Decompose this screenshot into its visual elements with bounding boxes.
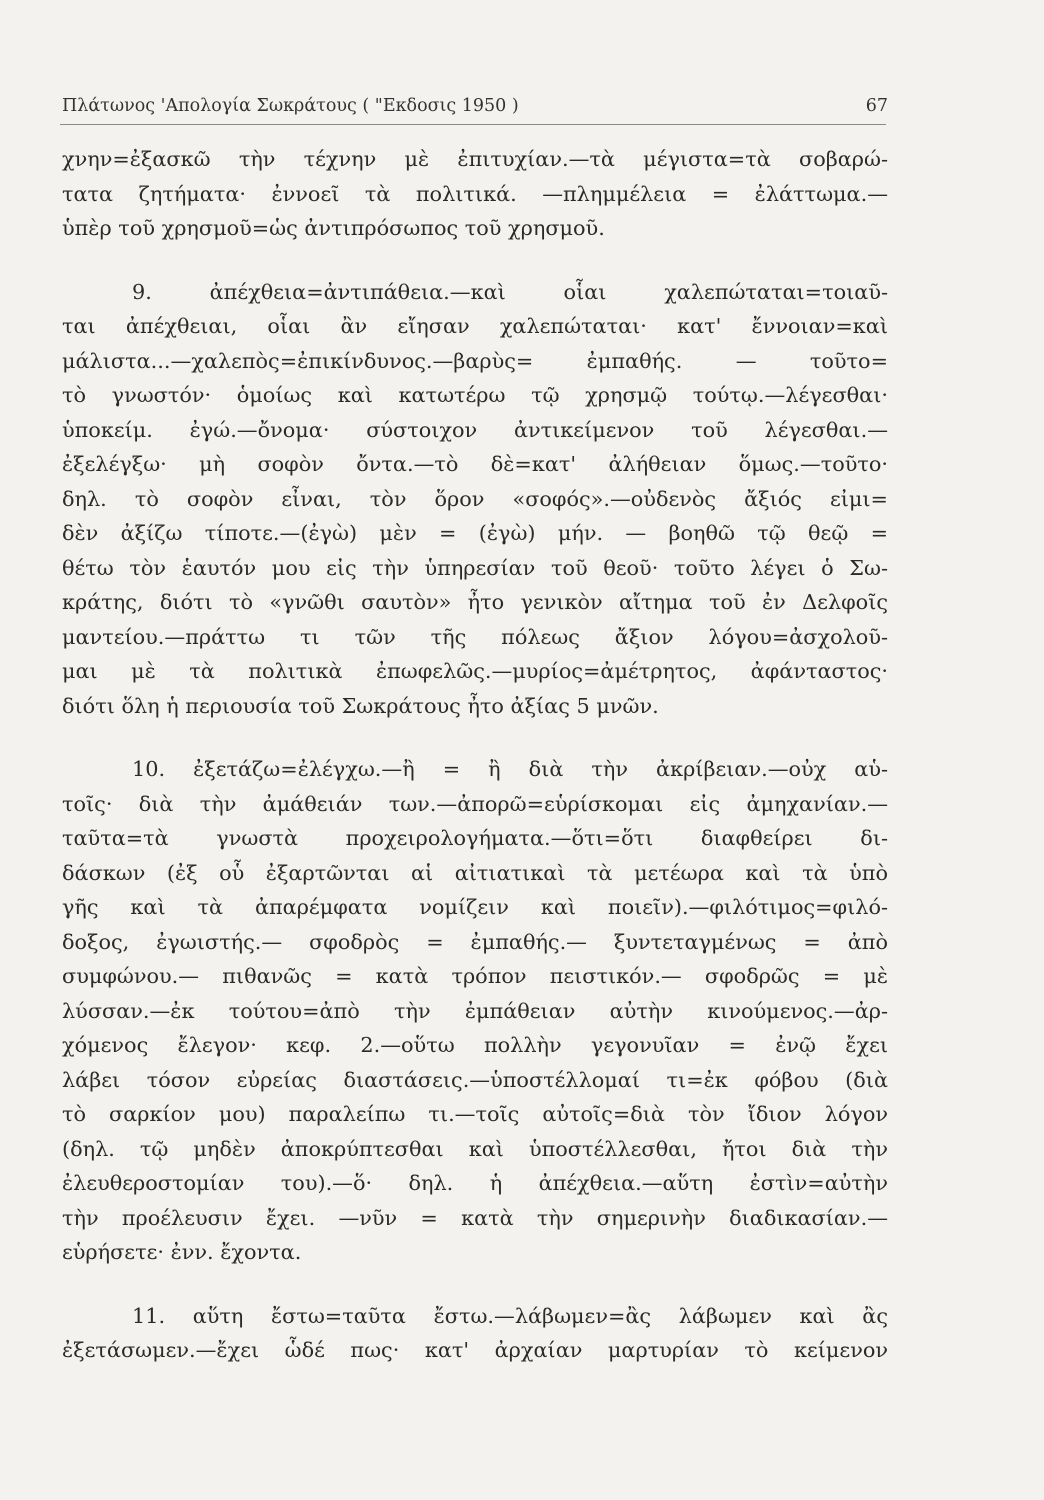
paragraph-continuation xyxy=(62,142,888,246)
text-line: ται ἀπέχθειαι, οἷαι ἂν εἴησαν χαλεπώταται· κατ' ἔννοιαν=καὶ xyxy=(62,314,888,338)
text-line: μαι μὲ τὰ πολιτικὰ ἐπωφελῶς.—μυρίος=ἀμέτρητος, ἀφάνταστος· xyxy=(62,659,888,683)
text-line: (δηλ. τῷ μηδὲν ἀποκρύπτεσθαι καὶ ὑποστέλλεσθαι, ἤτοι διὰ τὴν xyxy=(62,1136,888,1161)
text-line: εὑρήσετε· ἐνν. ἔχοντα. xyxy=(62,1240,302,1264)
text-line: χνην=ἐξασκῶ τὴν τέχνην μὲ ἐπιτυχίαν.—τὰ μέγιστα=τὰ σοβαρώ- xyxy=(62,147,888,171)
header-title: Πλάτωνος 'Απολογία Σωκράτους ( "Εκδοσις 1950 ) xyxy=(62,96,519,116)
paragraph-9 xyxy=(62,275,888,724)
commentary-text xyxy=(62,142,888,1397)
text-line: συμφώνου.— πιθανῶς = κατὰ τρόπον πειστικόν.— σφοδρῶς = μὲ xyxy=(62,964,888,988)
text-line: τὴν προέλευσιν ἔχει. —νῦν = κατὰ τὴν σημερινὴν διαδικασίαν.— xyxy=(62,1205,888,1230)
text-line: δὲν ἀξίζω τίποτε.—(ἐγὼ) μὲν = (ἐγὼ) μήν. — βοηθῶ τῷ θεῷ = xyxy=(62,521,888,545)
paragraph-11 xyxy=(62,1299,888,1368)
text-line: δάσκων (ἐξ οὗ ἐξαρτῶνται αἱ αἰτιατικαὶ τὰ μετέωρα καὶ τὰ ὑπὸ xyxy=(62,860,888,885)
text-line: ὑπὲρ τοῦ χρησμοῦ=ὡς ἀντιπρόσωπος τοῦ χρησμοῦ. xyxy=(62,216,605,240)
page-number: 67 xyxy=(865,96,888,116)
header-rule xyxy=(60,124,886,125)
running-header xyxy=(62,96,888,116)
text-line: ὑποκείμ. ἐγώ.—ὄνομα· σύστοιχον ἀντικείμενον τοῦ λέγεσθαι.— xyxy=(62,417,888,442)
text-line: τατα ζητήματα· ἐννοεῖ τὰ πολιτικά. —πλημμέλεια = ἐλάττωμα.— xyxy=(62,181,888,206)
text-line: γῆς καὶ τὰ ἀπαρέμφατα νομίζειν καὶ ποιεῖν).—φιλότιμος=φιλό- xyxy=(62,895,888,919)
text-line: ἐλευθεροστομίαν του).—ὅ· δηλ. ἡ ἀπέχθεια.—αὕτη ἐστὶν=αὐτὴν xyxy=(62,1171,888,1195)
text-line: μαντείου.—πράττω τι τῶν τῆς πόλεως ἄξιον λόγου=ἀσχολοῦ- xyxy=(62,624,888,649)
text-line: κράτης, διότι τὸ «γνῶθι σαυτὸν» ἦτο γενικὸν αἴτημα τοῦ ἐν Δελφοῖς xyxy=(62,590,888,614)
text-line: 9. ἀπέχθεια=ἀντιπάθεια.—καὶ οἷαι χαλεπώταται=τοιαῦ- xyxy=(132,279,888,304)
text-line: 11. αὕτη ἔστω=ταῦτα ἔστω.—λάβωμεν=ἂς λάβωμεν καὶ ἂς xyxy=(132,1303,888,1328)
text-line: 10. ἐξετάζω=ἐλέγχω.—ἢ = ἢ διὰ τὴν ἀκρίβειαν.—οὐχ αὑ- xyxy=(132,757,888,781)
text-line: τοῖς· διὰ τὴν ἀμάθειάν των.—ἀπορῶ=εὑρίσκομαι εἰς ἀμηχανίαν.— xyxy=(62,791,888,816)
text-line: λύσσαν.—ἐκ τούτου=ἀπὸ τὴν ἐμπάθειαν αὐτὴν κινούμενος.—ἀρ- xyxy=(62,998,888,1023)
text-line: ἐξελέγξω· μὴ σοφὸν ὄντα.—τὸ δὲ=κατ' ἀλήθειαν ὅμως.—τοῦτο· xyxy=(62,452,888,476)
text-line: δηλ. τὸ σοφὸν εἶναι, τὸν ὅρον «σοφός».—οὐδενὸς ἄξιός εἰμι= xyxy=(62,486,888,511)
text-line: θέτω τὸν ἑαυτόν μου εἰς τὴν ὑπηρεσίαν τοῦ θεοῦ· τοῦτο λέγει ὁ Σω- xyxy=(62,555,888,580)
text-line: διότι ὅλη ἡ περιουσία τοῦ Σωκράτους ἦτο ἀξίας 5 μνῶν. xyxy=(62,693,659,718)
text-line: χόμενος ἔλεγον· κεφ. 2.—οὕτω πολλὴν γεγονυῖαν = ἐνῷ ἔχει xyxy=(62,1033,888,1057)
text-line: δοξος, ἐγωιστής.— σφοδρὸς = ἐμπαθής.— ξυντεταγμένως = ἀπὸ xyxy=(62,929,888,954)
text-line: ταῦτα=τὰ γνωστὰ προχειρολογήματα.—ὅτι=ὅτι διαφθείρει δι- xyxy=(62,826,888,850)
text-line: λάβει τόσον εὐρείας διαστάσεις.—ὑποστέλλομαί τι=ἐκ φόβου (διὰ xyxy=(62,1067,888,1092)
paragraph-10 xyxy=(62,752,888,1270)
text-line: τὸ σαρκίον μου) παραλείπω τι.—τοῖς αὐτοῖς=διὰ τὸν ἴδιον λόγον xyxy=(62,1102,888,1126)
text-line: ἐξετάσωμεν.—ἔχει ὧδέ πως· κατ' ἀρχαίαν μαρτυρίαν τὸ κείμενον xyxy=(62,1338,888,1362)
text-line: τὸ γνωστόν· ὁμοίως καὶ κατωτέρω τῷ χρησμῷ τούτῳ.—λέγεσθαι· xyxy=(62,383,888,407)
text-line: μάλιστα...—χαλεπὸς=ἐπικίνδυνος.—βαρὺς= ἐμπαθής. — τοῦτο= xyxy=(62,348,888,373)
